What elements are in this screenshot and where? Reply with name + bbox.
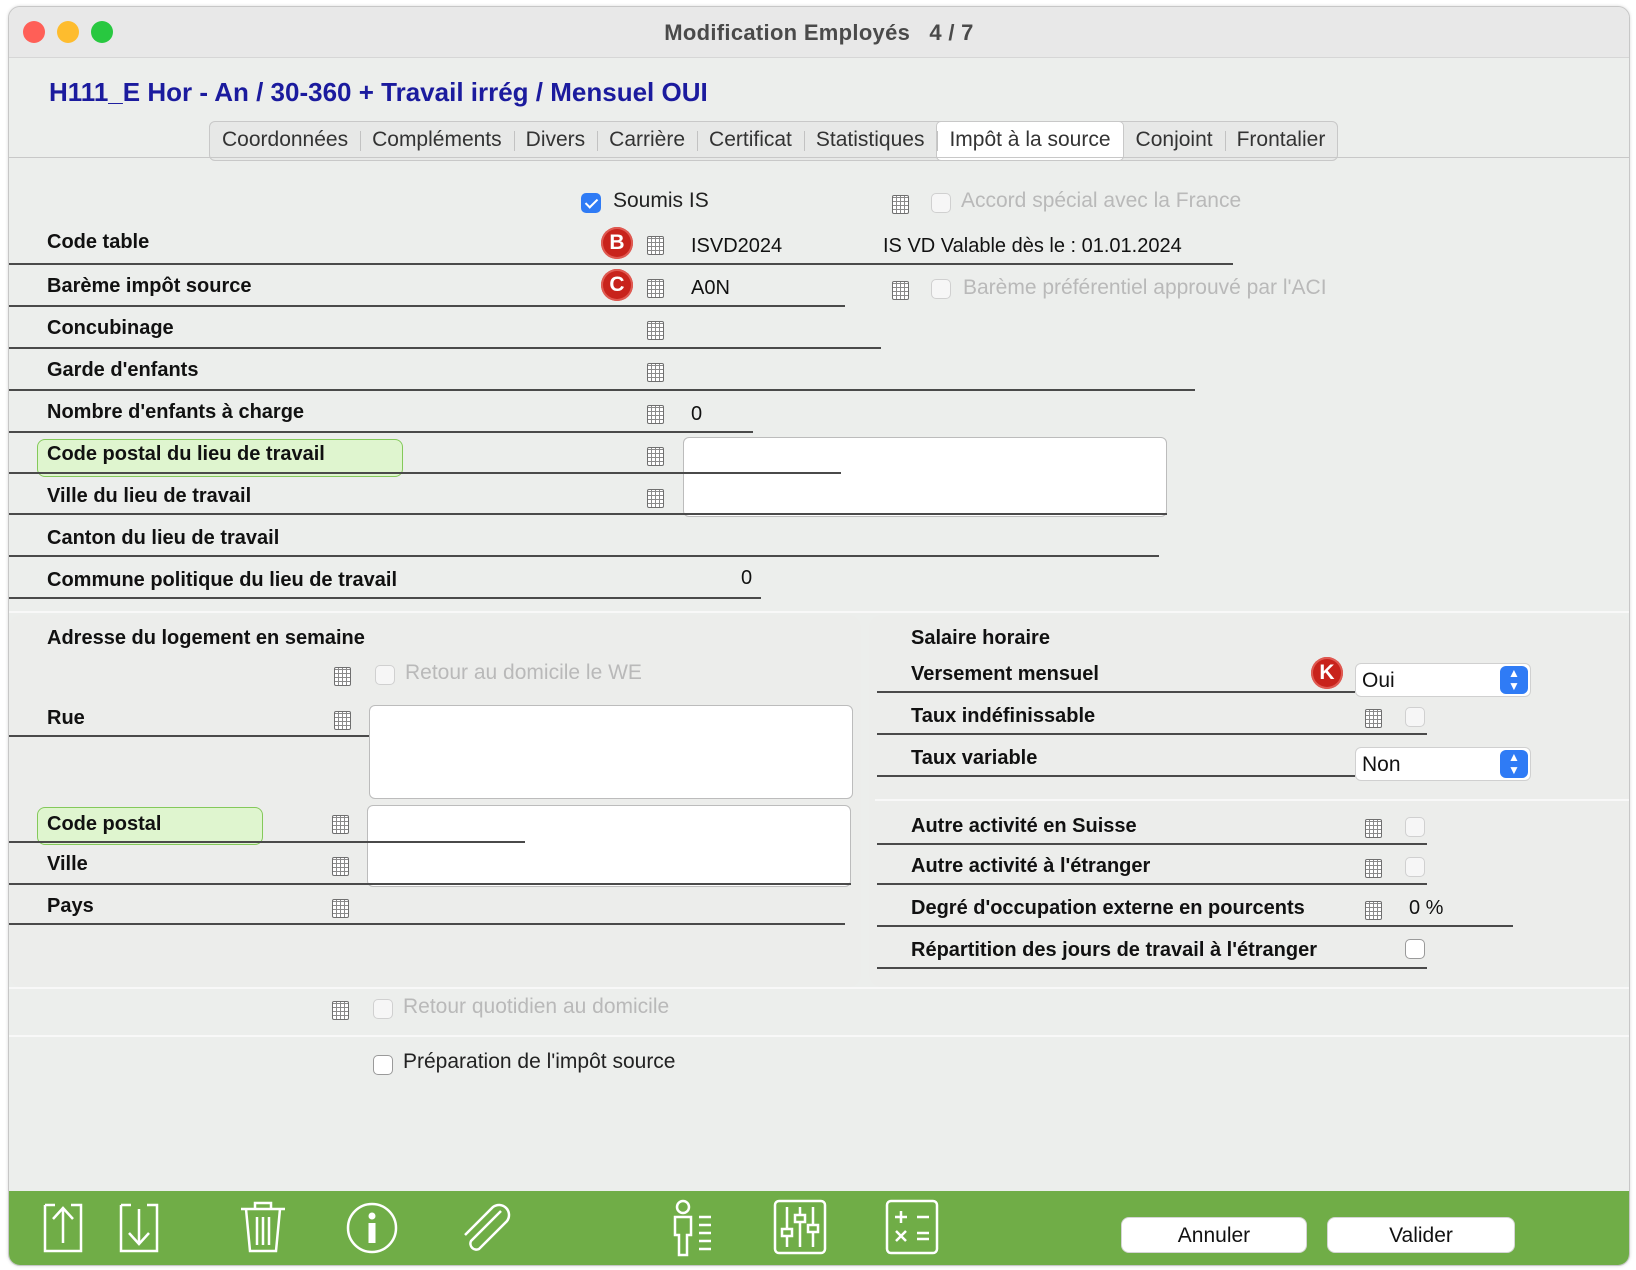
calculator-icon[interactable]	[647, 447, 664, 466]
trash-icon[interactable]	[237, 1199, 289, 1255]
chevron-updown-icon: ▲ ▼	[1500, 666, 1528, 694]
tab-frontalier[interactable]: Frontalier	[1225, 122, 1338, 160]
taux-var-select[interactable]	[1355, 747, 1531, 781]
versement-select[interactable]	[1355, 663, 1531, 697]
tab-divider	[9, 157, 1629, 158]
address-title: Adresse du logement en semaine	[47, 627, 365, 649]
canton-label: Canton du lieu de travail	[47, 527, 280, 549]
autre-etranger-label: Autre activité à l'étranger	[911, 855, 1151, 877]
calculator-icon[interactable]	[1365, 709, 1382, 728]
garde-enfants-label: Garde d'enfants	[47, 359, 199, 381]
calculator-icon[interactable]	[332, 815, 349, 834]
employee-title: H111_E Hor - An / 30-360 + Travail irrég / Mensuel OUI	[49, 77, 708, 107]
versement-value: Oui	[1362, 669, 1395, 692]
field-underline	[9, 735, 371, 737]
calculator-icon[interactable]	[647, 489, 664, 508]
calculator-icon[interactable]	[647, 321, 664, 340]
retour-quotidien-checkbox[interactable]	[373, 999, 393, 1019]
versement-label: Versement mensuel	[911, 663, 1099, 685]
field-underline	[9, 431, 753, 433]
soumis-is-checkbox[interactable]	[581, 193, 601, 213]
commune-label: Commune politique du lieu de travail	[47, 569, 398, 591]
field-underline	[877, 883, 1427, 885]
field-underline	[9, 305, 845, 307]
tab-certificat[interactable]: Certificat	[697, 122, 804, 160]
retour-we-label: Retour au domicile le WE	[405, 661, 642, 684]
code-table-info: IS VD Valable dès le : 01.01.2024	[883, 235, 1182, 257]
cp-travail-label: Code postal du lieu de travail	[47, 443, 325, 465]
bareme-pref-label: Barème préférentiel approuvé par l'ACI	[963, 276, 1327, 299]
field-underline	[9, 597, 761, 599]
field-underline	[9, 347, 881, 349]
calculator-icon[interactable]	[334, 667, 351, 686]
calculator-icon[interactable]	[892, 281, 909, 300]
accord-special-label: Accord spécial avec la France	[961, 189, 1242, 212]
degre-value[interactable]: 0 %	[1409, 897, 1444, 919]
bareme-value[interactable]: A0N	[691, 277, 730, 299]
salary-title: Salaire horaire	[911, 627, 1050, 649]
info-icon[interactable]	[345, 1201, 399, 1255]
tab-carriere[interactable]: Carrière	[597, 122, 697, 160]
ville-travail-label: Ville du lieu de travail	[47, 485, 252, 507]
retour-quotidien-label: Retour quotidien au domicile	[403, 995, 670, 1018]
retour-we-checkbox[interactable]	[375, 665, 395, 685]
field-underline	[877, 691, 1355, 693]
taux-var-label: Taux variable	[911, 747, 1038, 769]
sliders-icon[interactable]	[773, 1199, 827, 1255]
code-table-label: Code table	[47, 231, 150, 253]
soumis-is-label: Soumis IS	[613, 189, 709, 212]
calculator-icon[interactable]	[332, 857, 349, 876]
autre-suisse-label: Autre activité en Suisse	[911, 815, 1137, 837]
commune-value[interactable]: 0	[741, 567, 753, 589]
field-underline	[9, 472, 841, 474]
taux-var-value: Non	[1362, 753, 1401, 776]
cp-ville-input-box[interactable]	[367, 805, 851, 887]
field-underline	[9, 841, 525, 843]
section-separator	[9, 987, 1629, 989]
bareme-pref-checkbox[interactable]	[931, 279, 951, 299]
code-postal-label: Code postal	[47, 813, 162, 835]
preparation-checkbox[interactable]	[373, 1055, 393, 1075]
field-underline	[9, 513, 1167, 515]
chevron-updown-icon: ▲ ▼	[1500, 750, 1528, 778]
valider-button[interactable]: Valider	[1327, 1217, 1515, 1253]
nb-enfants-label: Nombre d'enfants à charge	[47, 401, 305, 423]
calculator-ops-icon[interactable]	[885, 1199, 939, 1255]
repartition-label: Répartition des jours de travail à l'étranger	[911, 939, 1317, 961]
tab-impot-a-la-source[interactable]: Impôt à la source	[936, 121, 1123, 161]
pays-label: Pays	[47, 895, 94, 917]
calculator-icon[interactable]	[332, 1001, 349, 1020]
calculator-icon[interactable]	[892, 195, 909, 214]
nb-enfants-value[interactable]: 0	[691, 403, 703, 425]
paperclip-icon[interactable]	[457, 1201, 513, 1255]
calculator-icon[interactable]	[647, 405, 664, 424]
ville-label: Ville	[47, 853, 88, 875]
tab-coordonnees[interactable]: Coordonnées	[222, 128, 349, 151]
field-underline	[9, 389, 1195, 391]
field-underline	[877, 967, 1427, 969]
field-underline	[9, 923, 845, 925]
calculator-icon[interactable]	[1365, 819, 1382, 838]
tab-complements[interactable]: Compléments	[360, 122, 514, 160]
section-separator	[875, 799, 1629, 801]
window	[8, 6, 1630, 1266]
autre-suisse-checkbox[interactable]	[1405, 817, 1425, 837]
tab-bar	[209, 121, 1338, 161]
calculator-icon[interactable]	[334, 711, 351, 730]
window-title: Modification Employés 4 / 7	[664, 20, 974, 45]
rue-label: Rue	[47, 707, 85, 729]
field-underline	[9, 555, 1159, 557]
title-bar	[9, 7, 1629, 58]
annuler-button[interactable]: Annuler	[1121, 1217, 1307, 1253]
rue-input[interactable]	[369, 705, 853, 799]
calculator-icon[interactable]	[647, 236, 664, 255]
field-underline	[877, 925, 1513, 927]
section-separator	[9, 611, 1629, 613]
bareme-label: Barème impôt source	[47, 275, 252, 297]
tab-conjoint[interactable]: Conjoint	[1135, 128, 1213, 151]
accord-special-checkbox[interactable]	[931, 193, 951, 213]
calculator-icon[interactable]	[1365, 901, 1382, 920]
tab-statistiques[interactable]: Statistiques	[804, 122, 937, 160]
degre-label: Degré d'occupation externe en pourcents	[911, 897, 1305, 919]
import-down-icon[interactable]	[117, 1199, 161, 1255]
calculator-icon[interactable]	[332, 899, 349, 918]
field-underline	[877, 775, 1355, 777]
concubinage-label: Concubinage	[47, 317, 174, 339]
calculator-icon[interactable]	[647, 363, 664, 382]
field-underline	[877, 843, 1427, 845]
badge-c: C	[601, 269, 633, 301]
repartition-checkbox[interactable]	[1405, 939, 1425, 959]
person-list-icon[interactable]	[669, 1199, 719, 1257]
badge-k: K	[1311, 657, 1343, 689]
tab-divers[interactable]: Divers	[514, 122, 598, 160]
taux-indef-checkbox[interactable]	[1405, 707, 1425, 727]
work-place-input-box[interactable]	[683, 437, 1167, 517]
calculator-icon[interactable]	[1365, 859, 1382, 878]
field-underline	[9, 883, 851, 885]
autre-etranger-checkbox[interactable]	[1405, 857, 1425, 877]
code-table-value[interactable]: ISVD2024	[691, 235, 783, 257]
taux-indef-label: Taux indéfinissable	[911, 705, 1096, 727]
preparation-label: Préparation de l'impôt source	[403, 1050, 676, 1073]
export-up-icon[interactable]	[41, 1199, 85, 1255]
field-underline	[9, 263, 1233, 265]
calculator-icon[interactable]	[647, 279, 664, 298]
field-underline	[877, 733, 1427, 735]
badge-b: B	[601, 227, 633, 259]
section-separator	[9, 1035, 1629, 1037]
